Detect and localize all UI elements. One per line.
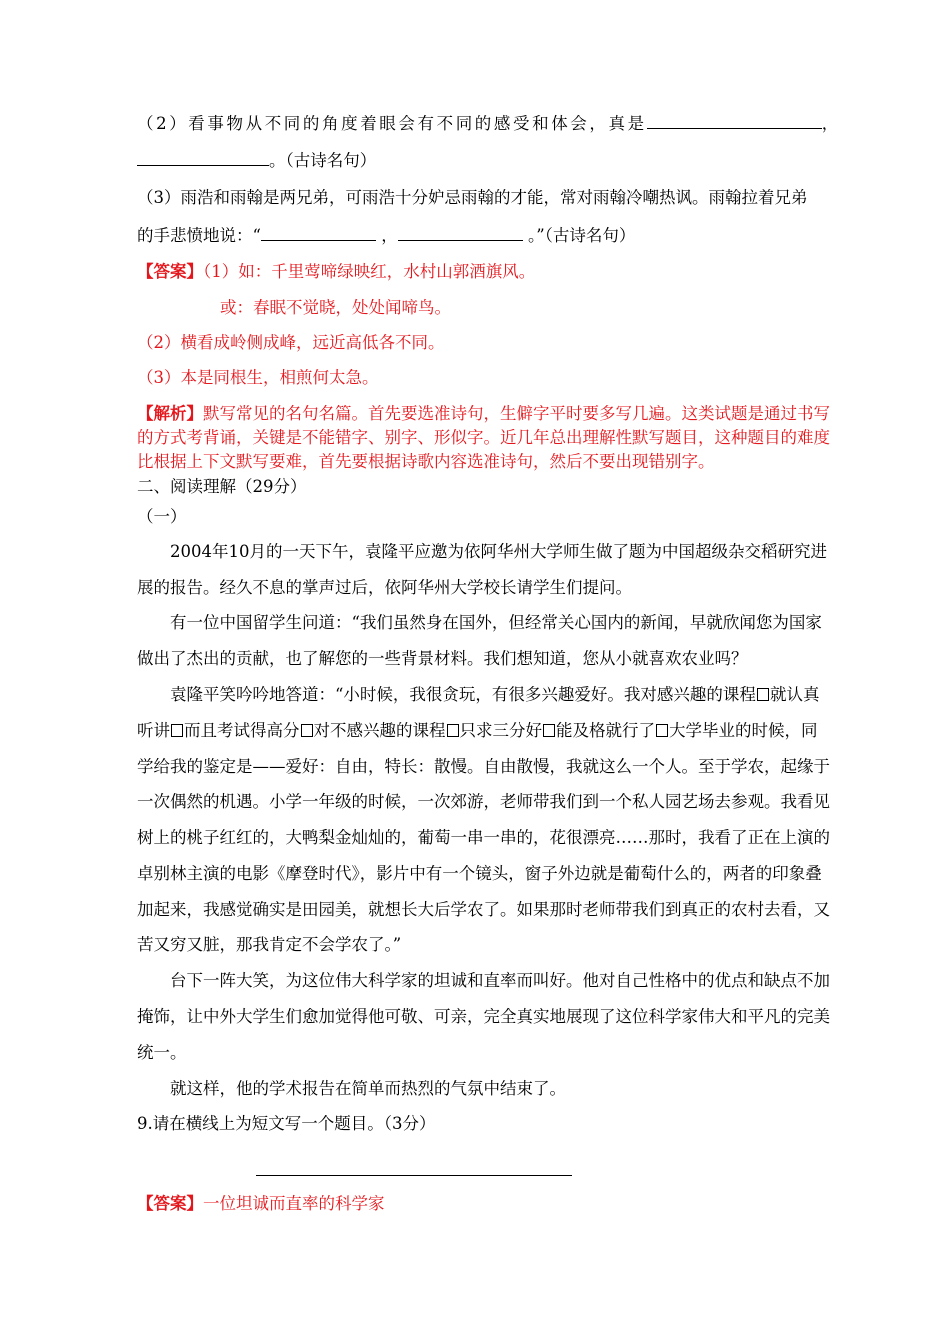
analysis-line1: 【解析】默写常见的名句名篇。首先要选准诗句，生僻字平时要多写几遍。这类试题是通过书写 (137, 404, 830, 423)
passage-p4-line1: 台下一阵大笑，为这位伟大科学家的坦诚和直率而叫好。他对自己性格中的优点和缺点不加 (170, 971, 830, 990)
passage-p5: 就这样，他的学术报告在简单而热烈的气氛中结束了。 (170, 1079, 566, 1098)
q9-question: 9.请在横线上为短文写一个题目。（3分） (137, 1114, 436, 1133)
q3-line2: 的手悲愤地说：“ ， 。”（古诗名句） (137, 223, 635, 248)
analysis-line2: 的方式考背诵，关键是不能错字、别字、形似字。近几年总出理解性默写题目，这种题目的难度 (137, 428, 830, 447)
passage-p3-line2: 听讲 而且考试得高分 对不感兴趣的课程 只求三分好 能及格就行了 大学毕业的时候，同 (137, 721, 818, 740)
q3-blank-2[interactable] (398, 223, 523, 241)
passage-p3-line7: 加起来，我感觉确实是田园美，就想长大后学农了。如果那时老师带我们到真正的农村去看，又 (137, 900, 830, 919)
blank-box[interactable] (656, 724, 668, 737)
answer-1-alt: 或：春眠不觉晓，处处闻啼鸟。 (220, 298, 451, 317)
q2-blank-1[interactable] (647, 111, 822, 129)
analysis-tag: 【解析】 (137, 404, 203, 423)
passage-p4-line2: 掩饰，让中外大学生们愈加觉得他可敬、可亲，完全真实地展现了这位科学家伟大和平凡的完美 (137, 1007, 830, 1026)
passage-p1-line1: 2004年10月的一天下午，袁隆平应邀为依阿华州大学师生做了题为中国超级杂交稻研究进 (170, 542, 827, 561)
answer-tag: 【答案】 (137, 262, 203, 281)
blank-box[interactable] (757, 688, 769, 701)
answer-2: （2）横看成岭侧成峰，远近高低各不同。 (137, 333, 445, 352)
passage-p3-line1: 袁隆平笑吟吟地答道：“小时候，我很贪玩，有很多兴趣爱好。我对感兴趣的课程 就认真 (170, 685, 820, 704)
blank-box[interactable] (447, 724, 459, 737)
q3-line1: （3）雨浩和雨翰是两兄弟，可雨浩十分妒忌雨翰的才能，常对雨翰冷嘲热讽。雨翰拉着兄弟 (137, 188, 808, 207)
passage-p3-line3: 学给我的鉴定是——爱好：自由，特长：散慢。自由散慢，我就这么一个人。至于学农，起缘于 (137, 757, 830, 776)
section-title: 二、阅读理解（29分） (137, 477, 307, 496)
passage-p3-line5: 树上的桃子红红的，大鸭梨金灿灿的，葡萄一串一串的，花很漂亮……那时，我看了正在上演的 (137, 828, 830, 847)
passage-p2-line1: 有一位中国留学生问道：“我们虽然身在国外，但经常关心国内的新闻，早就欣闻您为国家 (170, 613, 822, 632)
blank-box[interactable] (543, 724, 555, 737)
analysis-line3: 比根据上下文默写要难，首先要根据诗歌内容选准诗句，然后不要出现错别字。 (137, 452, 715, 471)
q9-answer: 【答案】一位坦诚而直率的科学家 (137, 1194, 385, 1213)
passage-p2-line2: 做出了杰出的贡献，也了解您的一些背景材料。我们想知道，您从小就喜欢农业吗？ (137, 649, 748, 668)
q2-line1: （2）看事物从不同的角度着眼会有不同的感受和体会，真是 ， (137, 111, 841, 136)
answer-3: （3）本是同根生，相煎何太急。 (137, 368, 379, 387)
passage-p3-line6: 卓别林主演的电影《摩登时代》，影片中有一个镜头，窗子外边就是葡萄什么的，两者的印象叠 (137, 864, 822, 883)
blank-box[interactable] (171, 724, 183, 737)
q2-line2: 。（古诗名句） (137, 148, 376, 173)
q2-blank-2[interactable] (137, 148, 269, 166)
answer-tag: 【答案】 (137, 1194, 203, 1213)
q3-blank-1[interactable] (261, 223, 376, 241)
answer-1: 【答案】（1）如：千里莺啼绿映红，水村山郭酒旗风。 (137, 262, 536, 281)
passage-p3-line8: 苦又穷又脏，那我肯定不会学农了。” (137, 935, 402, 954)
section-sub: （一） (137, 507, 187, 526)
q9-answer-line[interactable] (256, 1175, 572, 1176)
passage-p3-line4: 一次偶然的机遇。小学一年级的时候，一次郊游，老师带我们到一个私人园艺场去参观。我看见 (137, 792, 830, 811)
passage-p4-line3: 统一。 (137, 1043, 187, 1062)
passage-p1-line2: 展的报告。经久不息的掌声过后，依阿华州大学校长请学生们提问。 (137, 578, 632, 597)
blank-box[interactable] (301, 724, 313, 737)
